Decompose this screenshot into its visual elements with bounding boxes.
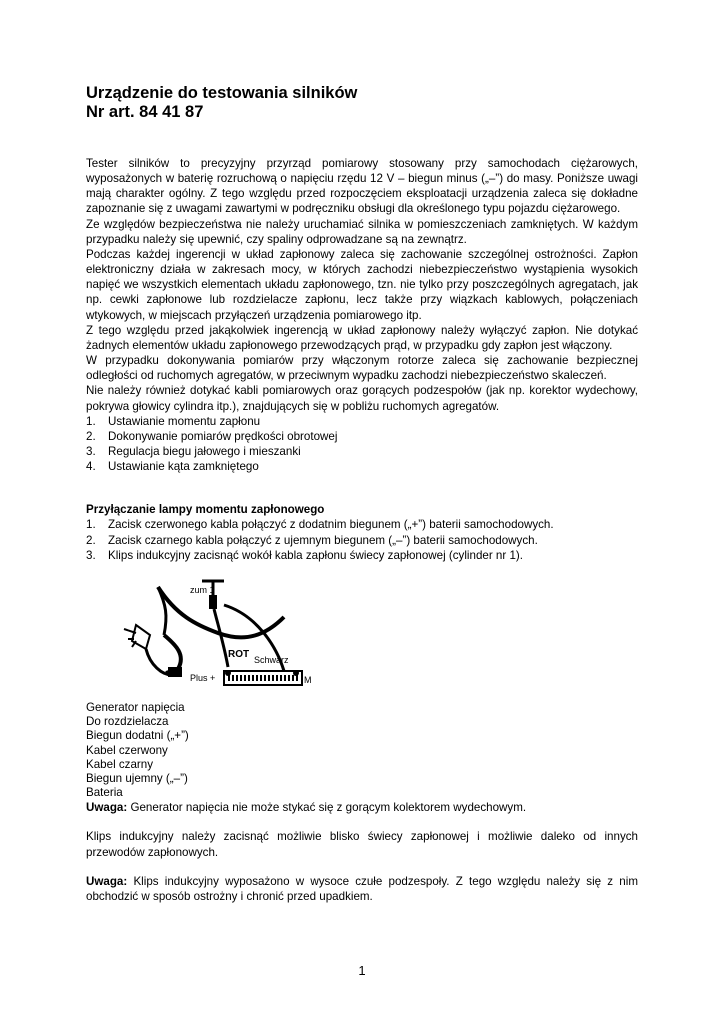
list-number: 1. (86, 414, 96, 428)
clip-instruction: Klips indukcyjny należy zacisnąć możliwie blisko świecy zapłonowej i możliwie daleko od innych przewodów zapłonowych. (86, 830, 638, 859)
intro-paragraph: Ze względów bezpieczeństwa nie należy uruchamiać silnika w pomieszczeniach zamkniętych. W każdym przypadku należy się upewnić, czy spaliny odprowadzane są na zewnątrz. (86, 217, 638, 246)
legend-item: Kabel czarny (86, 757, 154, 771)
list-number: 3. (86, 548, 96, 562)
label-rot: ROT (228, 648, 250, 660)
label-plus: Plus + (190, 672, 216, 683)
intro-paragraph: Nie należy również dotykać kabli pomiarowych oraz gorących podzespołów (jak np. korektor wydechowy, pokrywa głowicy cylindra itp.), znajdujących się w pobliżu ruchomych agregatów. (86, 384, 638, 413)
intro-paragraph: Podczas każdej ingerencji w układ zapłonowy zaleca się zachowanie szczególnej ostrożności. Zapłon elektroniczny działa w zakresach mocy, w których zachodzi niebezpieczeństwo wystąpienia wysokich napięć we wszystkich elementach układu zapłonowego, tzn. nie tylko przy poszczególnych agregatach, jak np. cewki zapłonowe lub rozdzielacze zapłonu, lecz także przy wiązkach kablowych, połączeniach wtykowych, w miejscach przyłączeń urządzenia pomiarowego itp. (86, 247, 638, 322)
document-page (86, 84, 638, 904)
section-heading: Przyłączanie lampy momentu zapłonowego (86, 503, 325, 517)
intro-paragraph: W przypadku dokonywania pomiarów przy włączonym rotorze zaleca się zachowanie bezpiecznej odległości od ruchomych agregatów, w przeciwnym wypadku zachodzi niebezpieczeństwo skaleczeń. (86, 354, 638, 383)
list-item (86, 517, 638, 532)
document-title: Urządzenie do testowania silników (86, 84, 358, 102)
list-text: Zacisk czarnego kabla połączyć z ujemnym biegunem („–”) baterii samochodowych. (108, 533, 538, 547)
list-text: Regulacja biegu jałowego i mieszanki (108, 444, 301, 458)
warning-label: Uwaga: (86, 874, 128, 888)
label-zum: zum 1 (190, 584, 215, 595)
legend-item: Biegun ujemny („–”) (86, 771, 188, 785)
list-text: Ustawianie kąta zamkniętego (108, 460, 259, 474)
intro-paragraph: Z tego względu przed jakąkolwiek ingerencją w układ zapłonowy należy wyłączyć zapłon. Nie dotykać żadnych elementów układu zapłonowego przewodzących prąd, w przypadku gdy zapłon jest włączony. (86, 323, 638, 352)
page-number: 1 (358, 963, 366, 978)
list-text: Zacisk czerwonego kabla połączyć z dodatnim biegunem („+”) baterii samochodowych. (108, 518, 554, 532)
warning-text: Generator napięcia nie może stykać się z gorącym kolektorem wydechowym. (127, 801, 527, 815)
list-text: Ustawianie momentu zapłonu (108, 414, 261, 428)
warning-label: Uwaga: (86, 801, 128, 815)
article-number: Nr art. 84 41 87 (86, 103, 204, 121)
warning-generator (86, 800, 638, 815)
list-number: 2. (86, 429, 96, 443)
wiring-illustration (106, 575, 316, 701)
list-text: Klips indukcyjny zacisnąć wokół kabla zapłonu świecy zapłonowej (cylinder nr 1). (108, 548, 523, 562)
label-minus: M (304, 674, 312, 685)
list-item (86, 459, 638, 474)
legend-item: Generator napięcia (86, 700, 185, 714)
list-text: Dokonywanie pomiarów prędkości obrotowej (108, 429, 338, 443)
list-number: 4. (86, 460, 96, 474)
list-item (86, 548, 638, 563)
legend-item: Do rozdzielacza (86, 715, 169, 729)
list-number: 2. (86, 533, 96, 547)
legend-item: Bateria (86, 786, 123, 800)
warning-text: Klips indukcyjny wyposażono w wysoce czułe podzespoły. Z tego względu należy się z nim obchodzić w sposób ostrożny i chronić przed upadkiem. (86, 874, 638, 903)
legend-item: Kabel czerwony (86, 743, 168, 757)
contents-list (86, 414, 638, 475)
list-number: 1. (86, 518, 96, 532)
list-item (86, 414, 638, 429)
intro-paragraph: Tester silników to precyzyjny przyrząd pomiarowy stosowany przy samochodach ciężarowych, wyposażonych w baterię rozruchową o napięciu rzędu 12 V – biegun minus („–”) do masy. Poniższe uwagi mają charakter ogólny. Z tego względu przed rozpoczęciem eksploatacji urządzenia zaleca się dokładne zapoznanie się z uwagami zawartymi w podręczniku obsługi dla określonego typu pojazdu ciężarowego. (86, 157, 638, 216)
figure-legend (86, 701, 638, 800)
list-item (86, 444, 638, 459)
intro-section (86, 156, 638, 414)
list-item (86, 533, 638, 548)
warning-clip (86, 874, 638, 904)
list-number: 3. (86, 444, 96, 458)
legend-item: Biegun dodatni („+”) (86, 729, 189, 743)
label-schwarz: Schwarz (254, 654, 289, 665)
connection-steps (86, 517, 638, 562)
wiring-diagram (106, 575, 316, 701)
list-item (86, 429, 638, 444)
